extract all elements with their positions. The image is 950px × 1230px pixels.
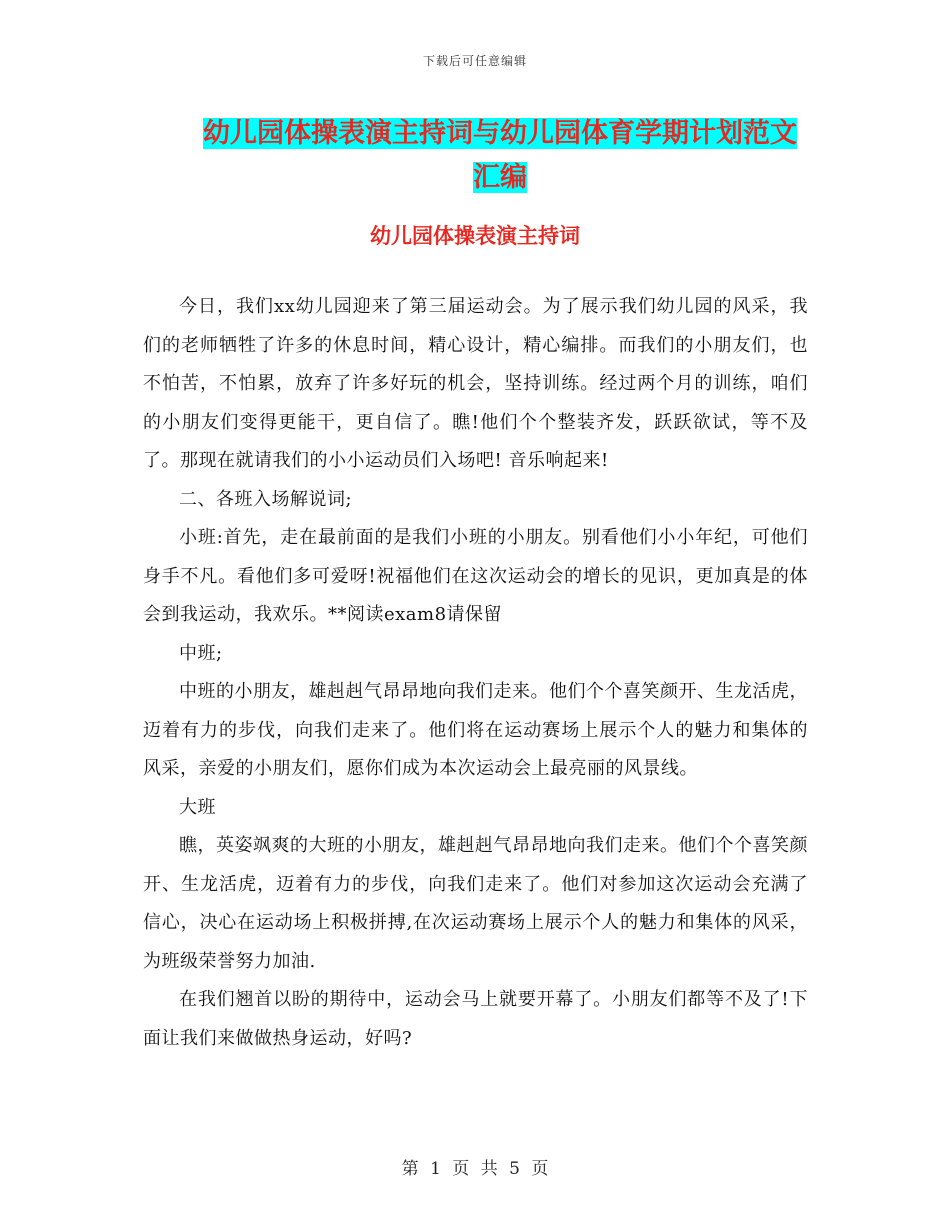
paragraph-warmup: 在我们翘首以盼的期待中，运动会马上就要开幕了。小朋友们都等不及了!下面让我们来做做热身运动，好吗?	[143, 989, 808, 1049]
paragraph-intro: 今日，我们xx幼儿园迎来了第三届运动会。为了展示我们幼儿园的风采，我们的老师牺牲了许多的休息时间，精心设计，精心编排。而我们的小朋友们，也不怕苦，不怕累，放弃了许多好玩的机会，坚持训练。经过两个月的训练，咱们的小朋友们变得更能干，更自信了。瞧!他们个个整装齐发，跃跃欲试，等不及了。那现在就请我们的小小运动员们入场吧! 音乐响起来!	[143, 296, 808, 471]
paragraph-heading-middle-class: 中班;	[179, 642, 223, 664]
paragraph-middle-class: 中班的小朋友，雄赳赳气昂昂地向我们走来。他们个个喜笑颜开、生龙活虎，迈着有力的步伐，向我们走来了。他们将在运动赛场上展示个人的魅力和集体的风采，亲爱的小朋友们，愿你们成为本次运动会上最亮丽的风景线。	[143, 681, 808, 779]
page-header-note: 下载后可任意编辑	[422, 54, 527, 68]
paragraph-heading-big-class: 大班	[179, 796, 216, 818]
paragraph-heading-entrance: 二、各班入场解说词;	[179, 488, 353, 510]
section-title: 幼儿园体操表演主持词	[370, 223, 580, 248]
document-title	[195, 112, 805, 200]
document-title-text: 幼儿园体操表演主持词与幼儿园体育学期计划范文汇编	[203, 118, 797, 193]
paragraph-small-class: 小班:首先，走在最前面的是我们小班的小朋友。别看他们小小年纪，可他们身手不凡。看他们多可爱呀!祝福他们在这次运动会的增长的见识，更加真是的体会到我运动，我欢乐。**阅读exam8请保留	[143, 527, 808, 625]
document-body	[143, 288, 808, 1058]
page-number-footer: 第 1 页 共 5 页	[401, 1159, 549, 1179]
paragraph-big-class: 瞧，英姿飒爽的大班的小朋友，雄赳赳气昂昂地向我们走来。他们个个喜笑颜开、生龙活虎，迈着有力的步伐，向我们走来了。他们对参加这次运动会充满了信心，决心在运动场上积极拼搏,在次运动赛场上展示个人的魅力和集体的风采，为班级荣誉努力加油.	[143, 835, 808, 972]
